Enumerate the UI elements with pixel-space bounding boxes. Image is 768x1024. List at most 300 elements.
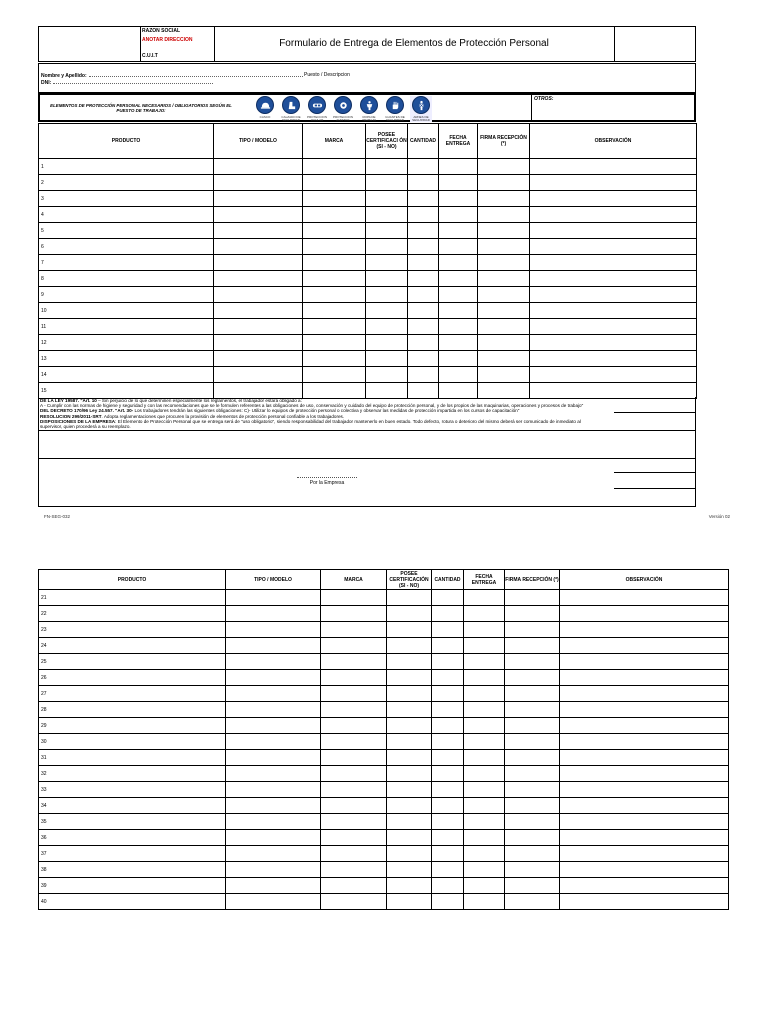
table2-cell[interactable] — [387, 894, 432, 910]
table2-cell[interactable] — [464, 622, 505, 638]
table2-cell[interactable] — [464, 878, 505, 894]
table1-col-header: POSEE CERTIFICACI ÓN (SI - NO) — [366, 124, 408, 159]
table2-cell[interactable] — [432, 894, 464, 910]
table2-cell[interactable] — [464, 670, 505, 686]
table2-cell[interactable] — [505, 606, 560, 622]
table2-cell[interactable] — [387, 862, 432, 878]
table2-cell[interactable] — [321, 606, 387, 622]
table2-row-number[interactable]: 31 — [39, 750, 226, 766]
table2-cell[interactable] — [505, 798, 560, 814]
table2-cell[interactable] — [464, 590, 505, 606]
table1-row-number[interactable]: 2 — [39, 175, 214, 191]
table1-cell[interactable] — [303, 335, 366, 351]
table2-row-number[interactable]: 34 — [39, 798, 226, 814]
table2-cell[interactable] — [464, 846, 505, 862]
table2-cell[interactable] — [464, 654, 505, 670]
table1-cell[interactable] — [439, 287, 478, 303]
table1-row-number[interactable]: 14 — [39, 367, 214, 383]
table1-cell[interactable] — [530, 239, 697, 255]
table2-cell[interactable] — [226, 718, 321, 734]
table1-cell[interactable] — [214, 223, 303, 239]
table1-cell[interactable] — [439, 303, 478, 319]
signature-line-right-2[interactable] — [614, 472, 695, 473]
table1-cell[interactable] — [408, 287, 439, 303]
table1-cell[interactable] — [214, 351, 303, 367]
table1-cell[interactable] — [439, 319, 478, 335]
table2-cell[interactable] — [505, 862, 560, 878]
table2-cell[interactable] — [432, 846, 464, 862]
table2-cell[interactable] — [464, 782, 505, 798]
table2-cell[interactable] — [321, 718, 387, 734]
table2-cell[interactable] — [226, 766, 321, 782]
table1-cell[interactable] — [303, 191, 366, 207]
table1-row-number[interactable]: 6 — [39, 239, 214, 255]
table2-cell[interactable] — [505, 894, 560, 910]
table1-cell[interactable] — [530, 319, 697, 335]
legal-resolucion-head: RESOLUCION 299/2011-SRT — [40, 413, 102, 419]
table2-cell[interactable] — [560, 686, 729, 702]
table1-cell[interactable] — [439, 367, 478, 383]
table2-row-number[interactable]: 24 — [39, 638, 226, 654]
table2-cell[interactable] — [387, 670, 432, 686]
table2-cell[interactable] — [560, 654, 729, 670]
table1-cell[interactable] — [408, 175, 439, 191]
table1-cell[interactable] — [214, 239, 303, 255]
table2-cell[interactable] — [226, 702, 321, 718]
table2-cell[interactable] — [432, 734, 464, 750]
table1-cell[interactable] — [439, 175, 478, 191]
table1-cell[interactable] — [478, 191, 530, 207]
table1-cell[interactable] — [478, 335, 530, 351]
table2-cell[interactable] — [432, 862, 464, 878]
table2-cell[interactable] — [432, 750, 464, 766]
table1-cell[interactable] — [530, 191, 697, 207]
table1-cell[interactable] — [366, 351, 408, 367]
table2-row-number[interactable]: 29 — [39, 718, 226, 734]
legal-text — [40, 398, 595, 429]
table2-cell[interactable] — [226, 622, 321, 638]
table1-row-number[interactable]: 15 — [39, 383, 214, 399]
table2-cell[interactable] — [432, 830, 464, 846]
ppe-goggles[interactable] — [306, 96, 328, 122]
table1-row-number[interactable]: 11 — [39, 319, 214, 335]
table2-cell[interactable] — [387, 622, 432, 638]
table2-cell[interactable] — [387, 830, 432, 846]
table2-cell[interactable] — [432, 590, 464, 606]
table2-cell[interactable] — [560, 670, 729, 686]
table2-cell[interactable] — [387, 686, 432, 702]
table1-cell[interactable] — [530, 175, 697, 191]
table1-cell[interactable] — [303, 303, 366, 319]
table1-cell[interactable] — [303, 367, 366, 383]
table2-row-number[interactable]: 37 — [39, 846, 226, 862]
table1-cell[interactable] — [530, 351, 697, 367]
table1-cell[interactable] — [478, 367, 530, 383]
table1-cell[interactable] — [303, 287, 366, 303]
table1-cell[interactable] — [408, 223, 439, 239]
table2-cell[interactable] — [505, 766, 560, 782]
table2-cell[interactable] — [387, 766, 432, 782]
ppe-harness[interactable] — [410, 96, 432, 122]
table2-cell[interactable] — [505, 782, 560, 798]
table2-cell[interactable] — [321, 798, 387, 814]
table1-cell[interactable] — [439, 223, 478, 239]
table2-cell[interactable] — [226, 878, 321, 894]
table2-cell[interactable] — [226, 750, 321, 766]
table2-cell[interactable] — [505, 638, 560, 654]
table1-cell[interactable] — [530, 159, 697, 175]
table2-cell[interactable] — [432, 814, 464, 830]
table2-cell[interactable] — [226, 734, 321, 750]
table2-cell[interactable] — [432, 638, 464, 654]
table2-cell[interactable] — [387, 750, 432, 766]
table2-row-number[interactable]: 33 — [39, 782, 226, 798]
table1-cell[interactable] — [530, 303, 697, 319]
table2-row-number[interactable]: 21 — [39, 590, 226, 606]
ppe-ear-label: PROTECCION AUDITIVA — [332, 115, 353, 122]
table1-cell[interactable] — [366, 367, 408, 383]
signature-line-right-3[interactable] — [614, 488, 695, 489]
table2-cell[interactable] — [560, 718, 729, 734]
table1-cell[interactable] — [478, 303, 530, 319]
table2-cell[interactable] — [321, 670, 387, 686]
table2-cell[interactable] — [432, 798, 464, 814]
table2-cell[interactable] — [226, 590, 321, 606]
table2-cell[interactable] — [226, 670, 321, 686]
table2-cell[interactable] — [464, 830, 505, 846]
table2-row-number[interactable]: 25 — [39, 654, 226, 670]
table1-cell[interactable] — [214, 191, 303, 207]
table2-cell[interactable] — [505, 654, 560, 670]
table2-row-number[interactable]: 38 — [39, 862, 226, 878]
table2-row-number[interactable]: 28 — [39, 702, 226, 718]
table1-cell[interactable] — [303, 271, 366, 287]
table2-cell[interactable] — [321, 814, 387, 830]
table1-cell[interactable] — [303, 175, 366, 191]
table1-row-number[interactable]: 3 — [39, 191, 214, 207]
table2-cell[interactable] — [321, 862, 387, 878]
table1-cell[interactable] — [530, 287, 697, 303]
legal-disposiciones-text: : El Elemento de Protección Personal que se entrega será de "uso obligatorio", siendo responsabilidad del trabajador mantenerlo en buen estado. Todo defecto, rotura o deterioro del mismo deberá ser comunicado de inmediato al supervisor, quien procederá a su reemplazo. — [40, 418, 581, 430]
table2-cell[interactable] — [226, 782, 321, 798]
table2-cell[interactable] — [560, 606, 729, 622]
table2-cell[interactable] — [464, 606, 505, 622]
table2-cell[interactable] — [321, 702, 387, 718]
table2-cell[interactable] — [321, 638, 387, 654]
table2-cell[interactable] — [505, 590, 560, 606]
table1-cell[interactable] — [366, 223, 408, 239]
table1-cell[interactable] — [214, 159, 303, 175]
table2-cell[interactable] — [505, 686, 560, 702]
table2-cell[interactable] — [464, 814, 505, 830]
table2-cell[interactable] — [560, 846, 729, 862]
table2-cell[interactable] — [432, 606, 464, 622]
table1-row-number[interactable]: 12 — [39, 335, 214, 351]
table1-cell[interactable] — [439, 239, 478, 255]
table1-cell[interactable] — [408, 207, 439, 223]
table1-cell[interactable] — [439, 207, 478, 223]
table2-cell[interactable] — [464, 638, 505, 654]
table2-cell[interactable] — [560, 590, 729, 606]
table2-cell[interactable] — [387, 702, 432, 718]
table1-cell[interactable] — [366, 191, 408, 207]
table2-cell[interactable] — [505, 718, 560, 734]
table2-cell[interactable] — [387, 654, 432, 670]
table2-cell[interactable] — [387, 814, 432, 830]
table2-cell[interactable] — [226, 638, 321, 654]
table1-cell[interactable] — [303, 207, 366, 223]
table1-cell[interactable] — [439, 351, 478, 367]
table1-cell[interactable] — [214, 367, 303, 383]
table1-cell[interactable] — [439, 159, 478, 175]
table2-cell[interactable] — [226, 798, 321, 814]
table1-cell[interactable] — [303, 223, 366, 239]
table1-cell[interactable] — [478, 207, 530, 223]
ppe-boot[interactable] — [280, 96, 302, 122]
table2-cell[interactable] — [321, 750, 387, 766]
table1-cell[interactable] — [214, 175, 303, 191]
table2-cell[interactable] — [432, 686, 464, 702]
table2-cell[interactable] — [505, 622, 560, 638]
table1-cell[interactable] — [214, 319, 303, 335]
table1-cell[interactable] — [439, 255, 478, 271]
table1-cell[interactable] — [303, 351, 366, 367]
name-field[interactable] — [89, 72, 303, 77]
company-signature-line[interactable] — [297, 477, 357, 478]
table2-cell[interactable] — [321, 782, 387, 798]
table1-cell[interactable] — [478, 239, 530, 255]
table2-cell[interactable] — [560, 830, 729, 846]
table1-row-number[interactable]: 4 — [39, 207, 214, 223]
table1-cell[interactable] — [366, 207, 408, 223]
table1-cell[interactable] — [439, 191, 478, 207]
table1-cell[interactable] — [478, 319, 530, 335]
table1-cell[interactable] — [478, 223, 530, 239]
table1-cell[interactable] — [366, 287, 408, 303]
table1-cell[interactable] — [530, 271, 697, 287]
table2-cell[interactable] — [560, 862, 729, 878]
legal-decreto-text: Los trabajadores tendrán las siguientes obligaciones: C)- Utilizar lo equipos de protección personal o colectiva y observar las medidas de protección impartida en los cursos de capacitación" — [133, 408, 520, 414]
table2-row-number[interactable]: 35 — [39, 814, 226, 830]
table2-cell[interactable] — [560, 734, 729, 750]
table1-cell[interactable] — [408, 159, 439, 175]
table1-cell[interactable] — [478, 175, 530, 191]
table2-cell[interactable] — [464, 734, 505, 750]
table2-cell[interactable] — [560, 782, 729, 798]
table2-cell[interactable] — [226, 814, 321, 830]
ppe-clothing[interactable] — [358, 96, 380, 122]
table1-cell[interactable] — [408, 191, 439, 207]
table1-cell[interactable] — [214, 303, 303, 319]
table1-cell[interactable] — [303, 239, 366, 255]
table1-cell[interactable] — [530, 255, 697, 271]
table1-cell[interactable] — [366, 271, 408, 287]
table1-cell[interactable] — [408, 255, 439, 271]
harness-icon — [412, 96, 430, 114]
table1-cell[interactable] — [214, 335, 303, 351]
table2-cell[interactable] — [321, 654, 387, 670]
table1-cell[interactable] — [408, 335, 439, 351]
table1-row-number[interactable]: 5 — [39, 223, 214, 239]
table2-cell[interactable] — [321, 686, 387, 702]
table1-cell[interactable] — [366, 255, 408, 271]
table2-cell[interactable] — [321, 590, 387, 606]
table2-cell[interactable] — [464, 718, 505, 734]
table2-cell[interactable] — [321, 830, 387, 846]
table1-row — [39, 335, 697, 351]
table2-cell[interactable] — [226, 654, 321, 670]
table2-cell[interactable] — [226, 830, 321, 846]
table2-cell[interactable] — [226, 846, 321, 862]
table2-row-number[interactable]: 39 — [39, 878, 226, 894]
table2-row-number[interactable]: 32 — [39, 766, 226, 782]
table2-cell[interactable] — [505, 702, 560, 718]
table2-cell[interactable] — [505, 878, 560, 894]
table2-row-number[interactable]: 22 — [39, 606, 226, 622]
table1-cell[interactable] — [408, 271, 439, 287]
table2-cell[interactable] — [226, 686, 321, 702]
table1-cell[interactable] — [408, 239, 439, 255]
table2-cell[interactable] — [505, 750, 560, 766]
table2-cell[interactable] — [387, 606, 432, 622]
table1-cell[interactable] — [530, 223, 697, 239]
table2-cell[interactable] — [387, 734, 432, 750]
table2-cell[interactable] — [387, 590, 432, 606]
table1-cell[interactable] — [530, 335, 697, 351]
table2-cell[interactable] — [464, 862, 505, 878]
table2-cell[interactable] — [432, 766, 464, 782]
table1-cell[interactable] — [303, 319, 366, 335]
table1-cell[interactable] — [366, 239, 408, 255]
table2-cell[interactable] — [560, 894, 729, 910]
table2-cell[interactable] — [505, 814, 560, 830]
table1-cell[interactable] — [530, 207, 697, 223]
table1-cell[interactable] — [478, 255, 530, 271]
table2-cell[interactable] — [560, 766, 729, 782]
table1-cell[interactable] — [408, 303, 439, 319]
table2-cell[interactable] — [464, 686, 505, 702]
table1-row — [39, 367, 697, 383]
table2-cell[interactable] — [432, 702, 464, 718]
table2-row — [39, 670, 729, 686]
address-placeholder[interactable]: ANOTAR DIRECCION — [142, 37, 193, 43]
ppe-glove[interactable] — [384, 96, 406, 122]
signature-line-right-1[interactable] — [614, 412, 695, 413]
table1-cell[interactable] — [478, 271, 530, 287]
table2-cell[interactable] — [226, 862, 321, 878]
table2-cell[interactable] — [560, 622, 729, 638]
ppe-helmet[interactable] — [254, 96, 276, 119]
table1-cell[interactable] — [366, 319, 408, 335]
table2-cell[interactable] — [432, 878, 464, 894]
table1-cell[interactable] — [478, 159, 530, 175]
table2-cell[interactable] — [560, 814, 729, 830]
table2-row-number[interactable]: 30 — [39, 734, 226, 750]
table1-cell[interactable] — [366, 335, 408, 351]
table1-cell[interactable] — [478, 287, 530, 303]
table1-row-number[interactable]: 7 — [39, 255, 214, 271]
table2-cell[interactable] — [505, 734, 560, 750]
table2-cell[interactable] — [387, 718, 432, 734]
table2-cell[interactable] — [321, 766, 387, 782]
table2-cell[interactable] — [387, 638, 432, 654]
table2-cell[interactable] — [432, 670, 464, 686]
table2-row-number[interactable]: 27 — [39, 686, 226, 702]
table1-cell[interactable] — [214, 287, 303, 303]
table1-cell[interactable] — [214, 255, 303, 271]
table1-cell[interactable] — [303, 159, 366, 175]
table2-row-number[interactable]: 23 — [39, 622, 226, 638]
table2-cell[interactable] — [321, 894, 387, 910]
table2-cell[interactable] — [505, 846, 560, 862]
table2-cell[interactable] — [505, 830, 560, 846]
table1-cell[interactable] — [408, 367, 439, 383]
table2-cell[interactable] — [226, 894, 321, 910]
table1-row-number[interactable]: 8 — [39, 271, 214, 287]
table2-cell[interactable] — [432, 622, 464, 638]
table2-cell[interactable] — [464, 766, 505, 782]
table2-cell[interactable] — [505, 670, 560, 686]
table2-cell[interactable] — [560, 878, 729, 894]
table1-cell[interactable] — [366, 175, 408, 191]
table1-cell[interactable] — [366, 159, 408, 175]
table2-cell[interactable] — [387, 878, 432, 894]
table1-cell[interactable] — [530, 367, 697, 383]
table1-row-number[interactable]: 9 — [39, 287, 214, 303]
table1-cell[interactable] — [303, 255, 366, 271]
table2-cell[interactable] — [464, 702, 505, 718]
table2-cell[interactable] — [321, 846, 387, 862]
legal-decreto-head: DEL DECRETO 170/96 Ley 24.557. "Art. 30- — [40, 408, 134, 414]
table2-cell[interactable] — [432, 782, 464, 798]
table2-cell[interactable] — [321, 878, 387, 894]
table1-cell[interactable] — [408, 319, 439, 335]
table2-cell[interactable] — [387, 782, 432, 798]
table2-row — [39, 782, 729, 798]
table1-row-number[interactable]: 13 — [39, 351, 214, 367]
table2-cell[interactable] — [560, 750, 729, 766]
table2-cell[interactable] — [464, 750, 505, 766]
table1-row-number[interactable]: 1 — [39, 159, 214, 175]
table1-cell[interactable] — [408, 351, 439, 367]
table2-cell[interactable] — [464, 894, 505, 910]
table2-row-number[interactable]: 40 — [39, 894, 226, 910]
table2-cell[interactable] — [432, 654, 464, 670]
table2-cell[interactable] — [560, 798, 729, 814]
table1-cell[interactable] — [478, 351, 530, 367]
table2-cell[interactable] — [560, 638, 729, 654]
table2-cell[interactable] — [387, 798, 432, 814]
table2-row-number[interactable]: 26 — [39, 670, 226, 686]
table2-cell[interactable] — [560, 702, 729, 718]
table2-cell[interactable] — [321, 622, 387, 638]
table2-cell[interactable] — [321, 734, 387, 750]
table1-row-number[interactable]: 10 — [39, 303, 214, 319]
table1-cell[interactable] — [439, 335, 478, 351]
dni-field[interactable] — [53, 79, 213, 84]
table1-cell[interactable] — [214, 271, 303, 287]
table1-cell[interactable] — [439, 271, 478, 287]
ppe-ear[interactable] — [332, 96, 354, 122]
table2-cell[interactable] — [464, 798, 505, 814]
ppe-icons — [254, 96, 444, 120]
table1-cell[interactable] — [214, 207, 303, 223]
table2-cell[interactable] — [387, 846, 432, 862]
table2-cell[interactable] — [432, 718, 464, 734]
table2-cell[interactable] — [226, 606, 321, 622]
table1-cell[interactable] — [366, 303, 408, 319]
table2-row-number[interactable]: 36 — [39, 830, 226, 846]
